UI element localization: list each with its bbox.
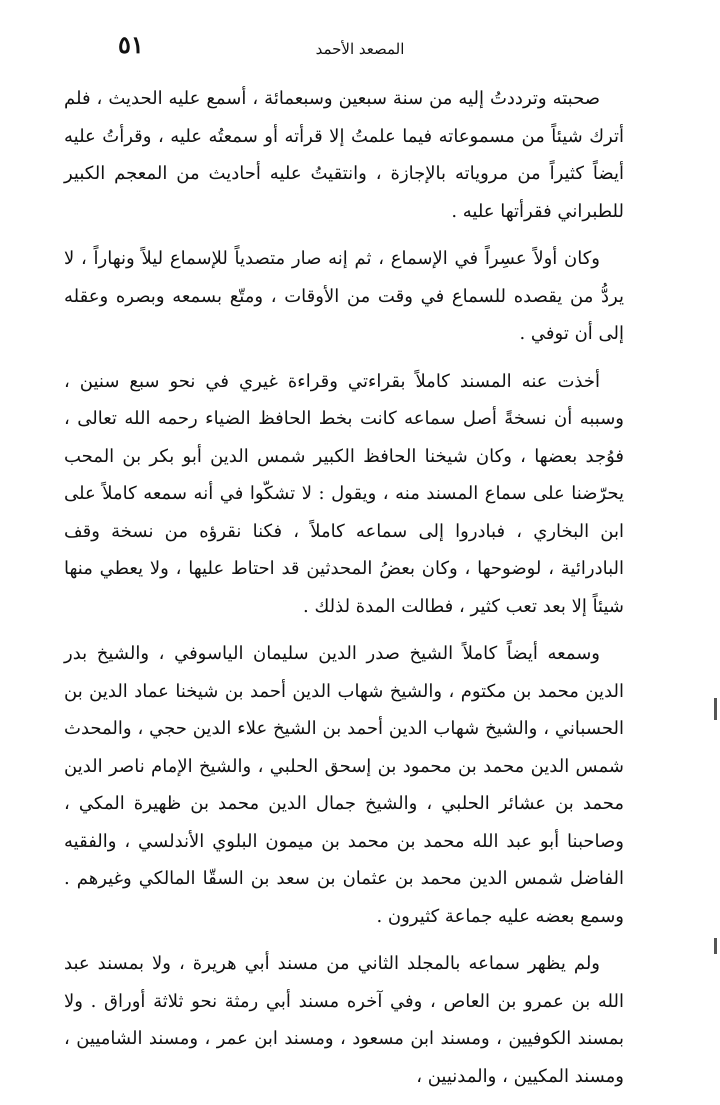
running-head: المصعد الأحمد xyxy=(315,40,405,58)
page-number: ٥١ xyxy=(118,30,144,59)
scan-edge-mark xyxy=(714,938,717,954)
scan-edge-mark xyxy=(714,698,717,720)
paragraph: ولم يظهر سماعه بالمجلد الثاني من مسند أبي هريرة ، ولا بمسند عبد الله بن عمرو بن العاص ، وفي آخره مسند أبي رمثة نحو ثلاثة أوراق . ولا بمسند الكوفيين ، ومسند ابن مسعود ، ومسند ابن عمر ، ومسند الشاميين ، ومسند المكيين ، والمدنيين ، xyxy=(64,953,624,1087)
paragraph: وكان أولاً عسِراً في الإسماع ، ثم إنه صار متصدياً للإسماع ليلاً ونهاراً ، لا يردُّ من يقصده للسماع في وقت من الأوقات ، ومتّع بسمعه وبصره وعقله إلى أن توفي . xyxy=(64,248,624,344)
paragraph: أخذت عنه المسند كاملاً بقراءتي وقراءة غيري في نحو سبع سنين ، وسببه أن نسخةً أصل سماعه كانت بخط الحافظ الضياء رحمه الله تعالى ، فوُجد بعضها ، وكان شيخنا الحافظ الكبير شمس الدين أبو بكر بن المحب يحرّضنا على سماع المسند منه ، ويقول : لا تشكّوا في أنه سمعه كاملاً على ابن البخاري ، فبادروا إلى سماعه كاملاً ، فكنا نقرؤه من نسخة وقف البادرائية ، لوضوحها ، وكان بعضُ المحدثين قد احتاط عليها ، ولا يعطي منها شيئاً إلا بعد تعب كثير ، فطالت المدة لذلك . xyxy=(64,370,624,617)
page-header xyxy=(60,30,660,66)
paragraph: وسمعه أيضاً كاملاً الشيخ صدر الدين سليمان الياسوفي ، والشيخ بدر الدين محمد بن مكتوم ، والشيخ شهاب الدين أحمد بن شيخنا عماد الدين بن الحسباني ، والشيخ شهاب الدين أحمد بن الشيخ علاء الدين حجي ، والمحدث شمس الدين محمد بن محمود بن إسحق الحلبي ، والشيخ الإمام ناصر الدين محمد بن عشائر الحلبي ، والشيخ جمال الدين محمد بن ظهيرة المكي ، وصاحبنا أبو عبد الله محمد بن محمد بن ميمون البلوي الأندلسي ، والفقيه الفاضل شمس الدين محمد بن عثمان بن سعد بن السقّا المالكي وغيرهم . وسمع بعضه عليه جماعة كثيرون . xyxy=(64,643,624,927)
paragraph: صحبته وترددتُ إليه من سنة سبعين وسبعمائة ، أسمع عليه الحديث ، فلم أترك شيئاً من مسموعاته فيما علمتُ إلا قرأته أو سمعتُه عليه ، وقرأتُ عليه أيضاً كثيراً من مروياته بالإجازة ، وانتقيتُ عليه أحاديث من المعجم الكبير للطبراني فقرأتها عليه . xyxy=(64,88,624,222)
body-text xyxy=(64,80,624,1105)
